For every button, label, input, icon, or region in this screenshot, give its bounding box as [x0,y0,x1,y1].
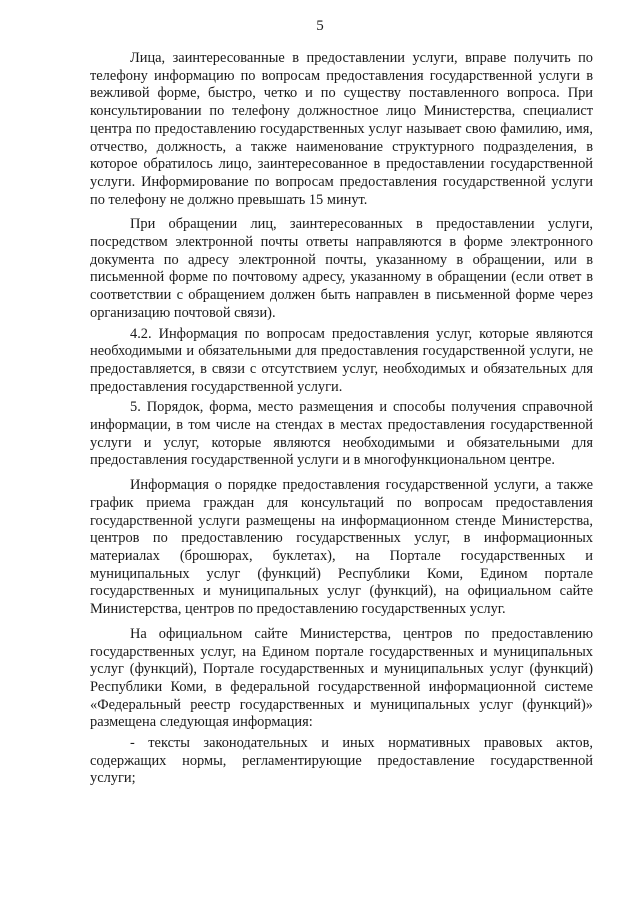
list-item-legal-acts: - тексты законодательных и иных нормативных правовых актов, содержащих нормы, регламентирующие предоставление государственной услуги; [90,735,593,787]
paragraph-phone-consultation: Лица, заинтересованные в предоставлении услуги, вправе получить по телефону информацию по вопросам предоставления государственной услуги в вежливой форме, быстро, четко и по существу поставленного вопроса. При консультировании по телефону должностное лицо Министерства, специалист центра по предоставлению государственных услуг называет свою фамилию, имя, отчество, должность, а также наименование структурного подразделения, в которое обратилось лицо, заинтересованное в предоставлении государственной услуги. Информирование по вопросам предоставления государственной услуги по телефону не должно превышать 15 минут. [90,50,593,208]
paragraph-info-placement: Информация о порядке предоставления государственной услуги, а также график приема граждан для консультаций по вопросам предоставления государственной услуги размещены на информационном стенде Министерства, центров по предоставлению государственных услуг, в информационных материалах (брошюрах, буклетах), на Портале государственных и муниципальных услуг (функций) Республики Коми, Едином портале государственных и муниципальных услуг (функций), на официальном сайте Министерства, центров по предоставлению государственных услуг. [90,477,593,618]
paragraph-section-5: 5. Порядок, форма, место размещения и способы получения справочной информации, в том числе на стендах в местах предоставления государственной услуги и услуг, которые являются необходимыми и обязательными для предоставления государственной услуги и в многофункциональном центре. [90,399,593,469]
paragraph-section-4-2: 4.2. Информация по вопросам предоставления услуг, которые являются необходимыми и обязательными для предоставления государственной услуги, не предоставляется, в связи с отсутствием услуг, необходимых и обязательных для предоставления государственной услуги. [90,325,593,395]
paragraph-email-requests: При обращении лиц, заинтересованных в предоставлении услуги, посредством электронной почты ответы направляются в форме электронного документа по адресу электронной почты, указанному в обращении, или в письменной форме по почтовому адресу, указанному в обращении (если ответ в соответствии с обращением должен быть направлен в письменной форме через организацию почтовой связи). [90,216,593,321]
page-number: 5 [316,18,324,34]
paragraph-official-sites: На официальном сайте Министерства, центров по предоставлению государственных услуг, на Едином портале государственных и муниципальных услуг (функций), Портале государственных и муниципальных услуг (функций) Республики Коми, в федеральной государственной информационной системе «Федеральный реестр государственных и муниципальных услуг (функций)» размещена следующая информация: [90,625,593,731]
document-body [90,50,593,788]
